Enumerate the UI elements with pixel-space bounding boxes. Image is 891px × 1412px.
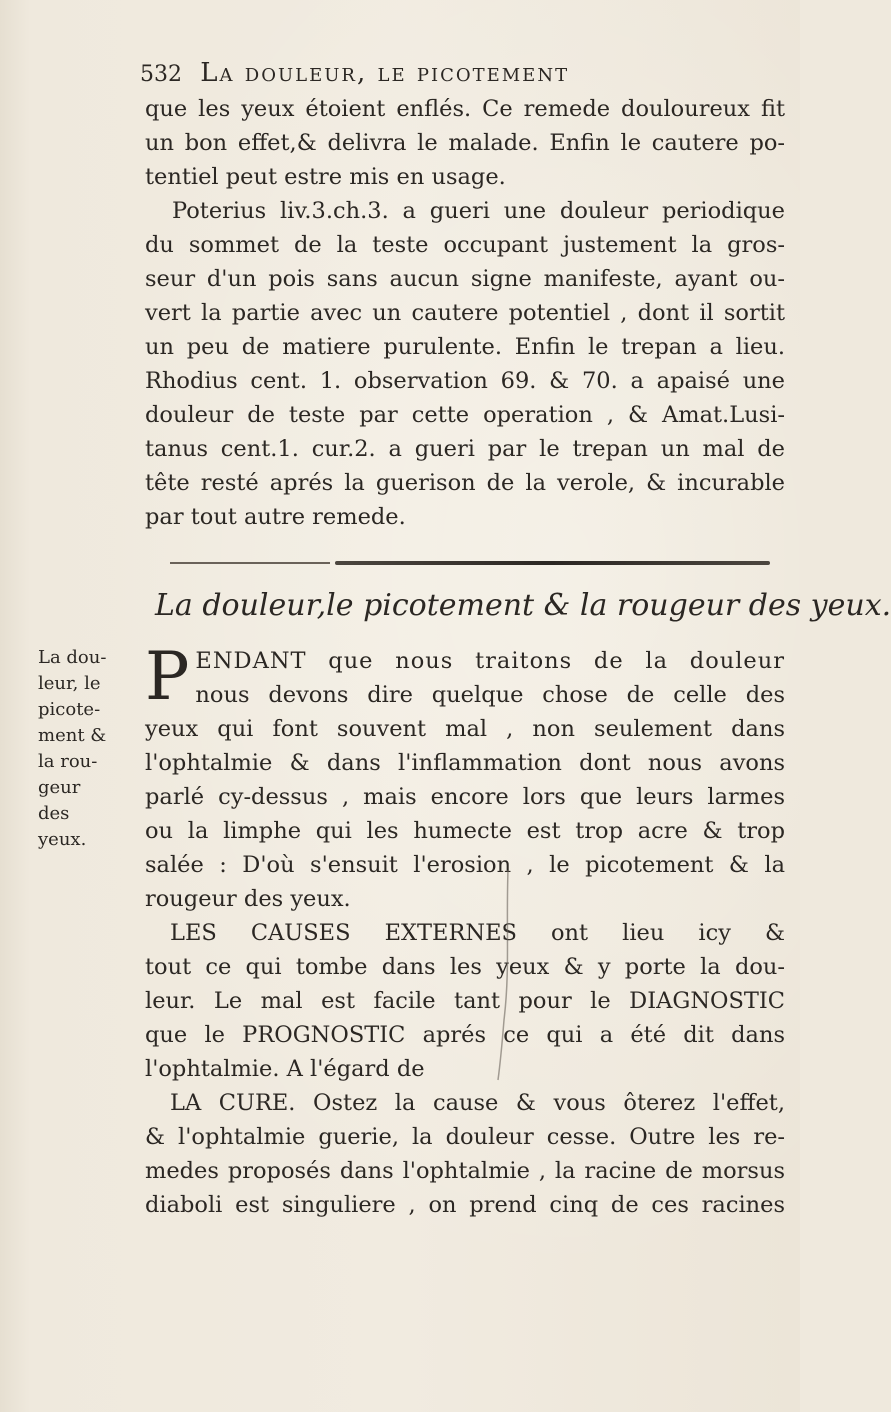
text-line: l'ophtalmie & dans l'inflammation dont nous avons xyxy=(145,750,785,776)
text-line: LA CURE. Ostez la cause & vous ôterez l'effet, xyxy=(170,1090,785,1116)
text-line: rougeur des yeux. xyxy=(145,886,351,912)
text-line: tout ce qui tombe dans les yeux & y porte la dou- xyxy=(145,954,785,980)
text-line: seur d'un pois sans aucun signe manifeste, ayant ou- xyxy=(145,266,785,292)
text-line: LES CAUSES EXTERNES ont lieu icy & xyxy=(170,920,785,946)
text-line: tentiel peut estre mis en usage. xyxy=(145,164,506,190)
text-line: par tout autre remede. xyxy=(145,504,406,530)
margin-note-line: leur, le xyxy=(38,673,101,694)
text-line: tête resté aprés la guerison de la verole, & incurable xyxy=(145,470,785,496)
text-line: yeux qui font souvent mal , non seulement dans xyxy=(145,716,785,742)
paragraph-causes xyxy=(145,916,785,1222)
margin-note-line: geur xyxy=(38,777,81,798)
page-number: 532 xyxy=(140,62,182,87)
text-line: l'ophtalmie. A l'égard de xyxy=(145,1056,425,1082)
section-heading: La douleur,le picotement & la rougeur des yeux. xyxy=(155,588,891,623)
text-line: diaboli est singuliere , on prend cinq de ces racines xyxy=(145,1192,785,1218)
text-line: que le PROGNOSTIC aprés ce qui a été dit dans xyxy=(145,1022,785,1048)
text-line: tanus cent.1. cur.2. a gueri par le trepan un mal de xyxy=(145,436,785,462)
text-line: nous devons dire quelque chose de celle des xyxy=(195,682,785,708)
text-line: medes proposés dans l'ophtalmie , la racine de morsus xyxy=(145,1158,785,1184)
margin-note-line: yeux. xyxy=(38,829,87,850)
text-line: ou la limphe qui les humecte est trop acre & trop xyxy=(145,818,785,844)
text-line: que les yeux étoient enflés. Ce remede douloureux fit xyxy=(145,96,785,122)
divider-thick-segment xyxy=(335,561,770,565)
margin-note-line: ment & xyxy=(38,725,107,746)
text-line: & l'ophtalmie guerie, la douleur cesse. Outre les re- xyxy=(145,1124,785,1150)
text-line: un bon effet,& delivra le malade. Enfin le cautere po- xyxy=(145,130,785,156)
margin-note-line: la rou- xyxy=(38,751,98,772)
margin-note xyxy=(38,645,138,853)
text-line: un peu de matiere purulente. Enfin le trepan a lieu. xyxy=(145,334,785,360)
margin-note-line: La dou- xyxy=(38,647,107,668)
ink-bleed-mark xyxy=(490,870,520,1080)
text-line: du sommet de la teste occupant justement la gros- xyxy=(145,232,785,258)
text-line: douleur de teste par cette operation , & Amat.Lusi- xyxy=(145,402,785,428)
section-divider xyxy=(170,560,770,566)
text-line: leur. Le mal est facile tant pour le DIAGNOSTIC xyxy=(145,988,785,1014)
text-line: salée : D'où s'ensuit l'erosion , le picotement & la xyxy=(145,852,785,878)
paragraph-poterius xyxy=(145,194,785,534)
text-line: ENDANT que nous traitons de la douleur xyxy=(195,648,785,674)
margin-note-line: des xyxy=(38,803,70,824)
drop-cap: P xyxy=(145,638,190,715)
paragraph-pendant xyxy=(145,638,785,916)
text-line: parlé cy-dessus , mais encore lors que leurs larmes xyxy=(145,784,785,810)
running-title: La douleur, le picotement xyxy=(200,58,570,88)
text-line: Poterius liv.3.ch.3. a gueri une douleur periodique xyxy=(172,198,785,224)
paragraph-continuation xyxy=(145,92,785,194)
divider-thin-segment xyxy=(170,562,330,564)
margin-note-line: picote- xyxy=(38,699,101,720)
text-line: Rhodius cent. 1. observation 69. & 70. a apaisé une xyxy=(145,368,785,394)
text-line: vert la partie avec un cautere potentiel , dont il sortit xyxy=(145,300,785,326)
